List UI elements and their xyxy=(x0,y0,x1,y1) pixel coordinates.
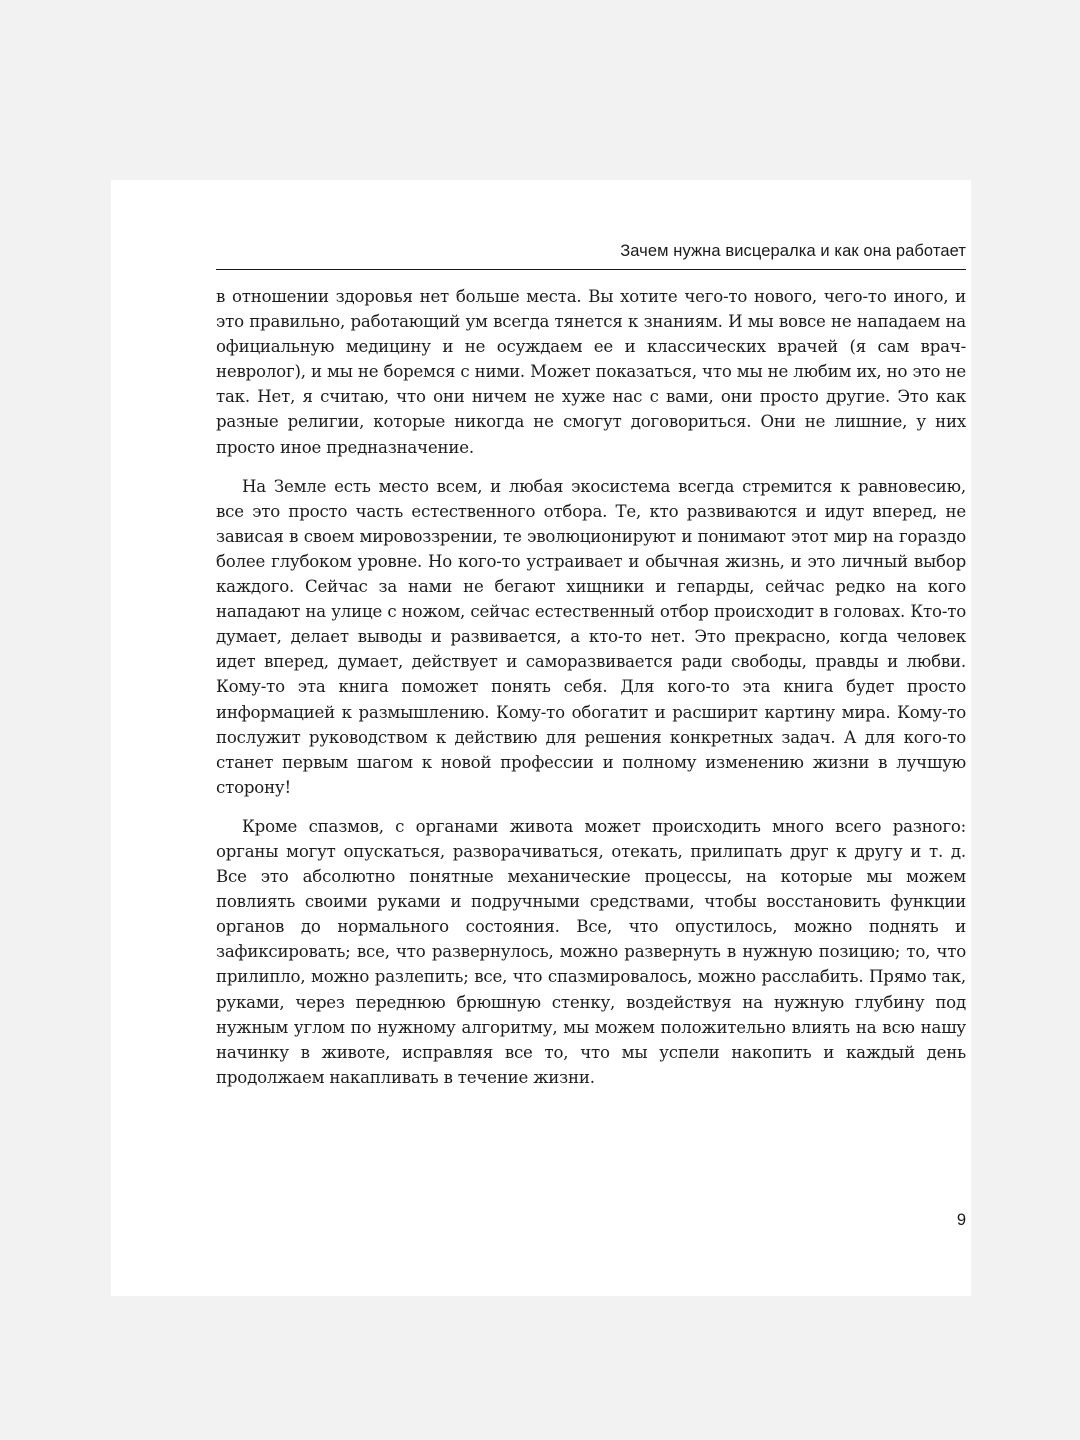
book-page xyxy=(111,180,971,1296)
running-header: Зачем нужна висцералка и как она работает xyxy=(620,242,966,260)
body-text xyxy=(216,284,966,1104)
paragraph-continuation: в отношении здоровья нет больше места. Вы хотите чего-то нового, чего-то иного, и это правильно, работающий ум всегда тянется к знаниям. И мы вовсе не нападаем на официальную медицину и не осуждаем ее и классических врачей (я сам врач-невролог), и мы не боремся с ними. Может показаться, что мы не любим их, но это не так. Нет, я считаю, что они ничем не хуже нас с вами, они просто другие. Это как разные религии, которые никогда не смогут договориться. Они не лишние, у них просто иное предназначение. xyxy=(216,287,966,457)
page-number: 9 xyxy=(956,1211,966,1229)
paragraph: На Земле есть место всем, и любая экосистема всегда стремится к равновесию, все это просто часть естественного отбора. Те, кто развиваются и идут вперед, не зависая в своем мировоззрении, те эволюционируют и понимают этот мир на гораздо более глубоком уровне. Но кого-то устраивает и обычная жизнь, и это личный выбор каждого. Сейчас за нами не бегают хищники и гепарды, сейчас редко на кого нападают на улице с ножом, сейчас естественный отбор происходит в головах. Кто-то думает, делает выводы и развивается, а кто-то нет. Это прекрасно, когда человек идет вперед, думает, действует и саморазвивается ради свободы, правды и любви. Кому-то эта книга поможет понять себя. Для кого-то эта книга будет просто информацией к размышлению. Кому-то обогатит и расширит картину мира. Кому-то послужит руководством к действию для решения конкретных задач. А для кого-то станет первым шагом к новой профессии и полному изменению жизни в лучшую сторону! xyxy=(216,476,966,797)
paragraph: Кроме спазмов, с органами живота может происходить много всего разного: органы могут опускаться, разворачиваться, отекать, прилипать друг к другу и т. д. Все это абсолютно понятные механические процессы, на которые мы можем повлиять своими руками и подручными средствами, чтобы восстановить функции органов до нормального состояния. Все, что опустилось, можно поднять и зафиксировать; все, что развернулось, можно развернуть в нужную позицию; то, что прилипло, можно разлепить; все, что спазмировалось, можно расслабить. Прямо так, руками, через переднюю брюшную стенку, воздействуя на нужную глубину под нужным углом по нужному алгоритму, мы можем положительно влиять на всю нашу начинку в животе, исправляя все то, что мы успели накопить и каждый день продолжаем накапливать в течение жизни. xyxy=(216,816,966,1087)
header-rule xyxy=(216,269,966,270)
